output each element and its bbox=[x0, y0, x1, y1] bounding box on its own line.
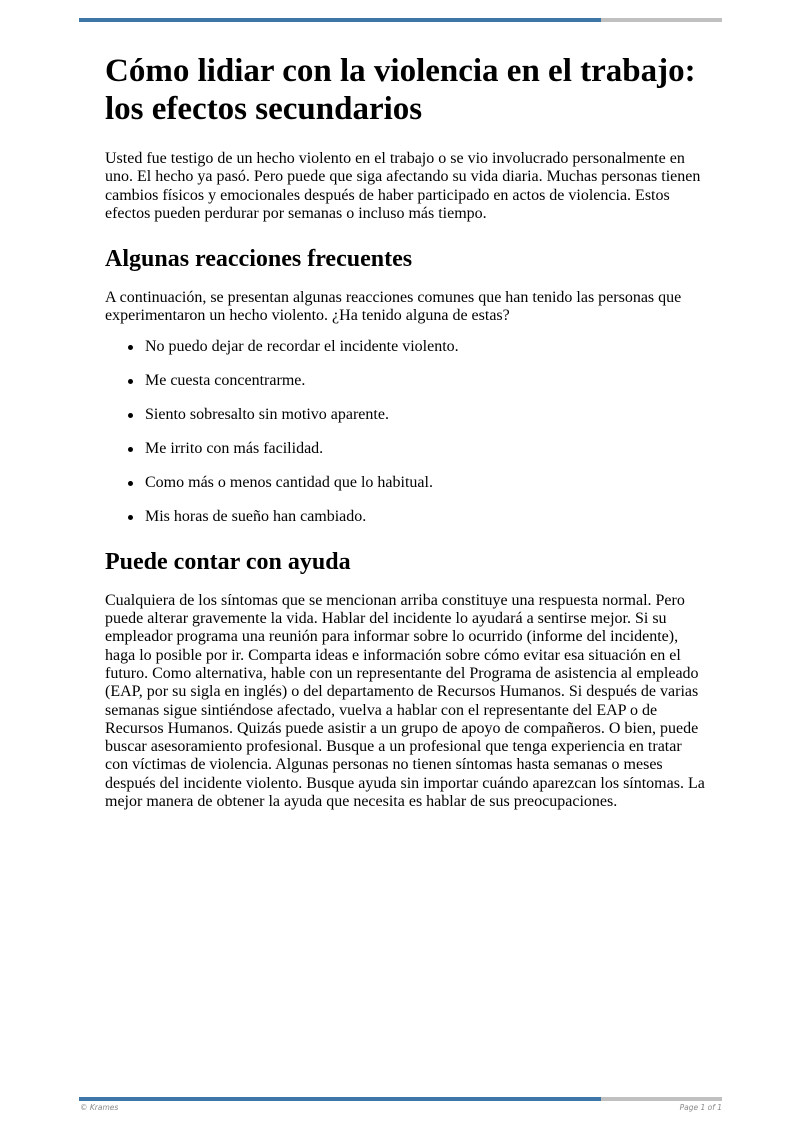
list-item-text: Siento sobresalto sin motivo aparente. bbox=[145, 405, 389, 423]
page-number: Page 1 of 1 bbox=[679, 1103, 722, 1112]
list-item bbox=[145, 440, 705, 458]
bullet-icon bbox=[128, 379, 133, 384]
footer-bar-accent bbox=[79, 1097, 601, 1101]
bullet-icon bbox=[128, 481, 133, 486]
list-item-text: Me irrito con más facilidad. bbox=[145, 439, 324, 457]
page-title: Cómo lidiar con la violencia en el trabajo: los efectos secundarios bbox=[105, 53, 696, 127]
bullet-icon bbox=[128, 515, 133, 520]
list-item-text: No puedo dejar de recordar el incidente violento. bbox=[145, 337, 459, 355]
list-item-text: Como más o menos cantidad que lo habitual. bbox=[145, 473, 433, 491]
list-item bbox=[145, 406, 705, 424]
list-item-text: Mis horas de sueño han cambiado. bbox=[145, 507, 367, 525]
article bbox=[105, 52, 705, 823]
help-paragraph: Cualquiera de los síntomas que se mencionan arriba constituye una respuesta normal. Pero puede alterar gravemente la vida. Hablar del incidente lo ayudará a sentirse mejor. Si su empleador programa una reunión para informar sobre lo ocurrido (informe del incidente), haga lo posible por ir. Comparta ideas e información sobre cómo evitar esa situación en el futuro. Como alternativa, hable con un representante del Programa de asistencia al empleado (EAP, por su sigla en inglés) o del departamento de Recursos Humanos. Si después de varias semanas sigue sintiéndose afectado, vuelva a hablar con el representante del EAP o de Recursos Humanos. Quizás puede asistir a un grupo de apoyo de compañeros. O bien, puede buscar asesoramiento profesional. Busque a un profesional que tenga experiencia en tratar con víctimas de violencia. Algunas personas no tienen síntomas hasta semanas o meses después del incidente violento. Busque ayuda sin importar cuándo aparezcan los síntomas. La mejor manera de obtener la ayuda que necesita es hablar de sus preocupaciones. bbox=[105, 591, 705, 811]
list-item-text: Me cuesta concentrarme. bbox=[145, 371, 306, 389]
list-item bbox=[145, 474, 705, 492]
bullet-icon bbox=[128, 345, 133, 350]
section-heading-help: Puede contar con ayuda bbox=[105, 548, 351, 575]
header-bar-accent bbox=[79, 18, 601, 22]
copyright: © Krames bbox=[80, 1103, 119, 1112]
footer-bar bbox=[79, 1097, 722, 1101]
header-bar bbox=[79, 18, 722, 22]
bullet-icon bbox=[128, 413, 133, 418]
reactions-paragraph: A continuación, se presentan algunas reacciones comunes que han tenido las personas que experimentaron un hecho violento. ¿Ha tenido alguna de estas? bbox=[105, 289, 682, 325]
bullet-icon bbox=[128, 447, 133, 452]
list-item bbox=[145, 338, 705, 356]
list-item bbox=[145, 372, 705, 390]
section-heading-reactions: Algunas reacciones frecuentes bbox=[105, 246, 413, 273]
reactions-list bbox=[105, 338, 705, 526]
list-item bbox=[145, 508, 705, 526]
intro-paragraph: Usted fue testigo de un hecho violento en el trabajo o se vio involucrado personalmente en uno. El hecho ya pasó. Pero puede que siga afectando su vida diaria. Muchas personas tienen cambios físicos y emocionales después de haber participado en actos de violencia. Estos efectos pueden perdurar por semanas o incluso más tiempo. bbox=[105, 150, 701, 222]
